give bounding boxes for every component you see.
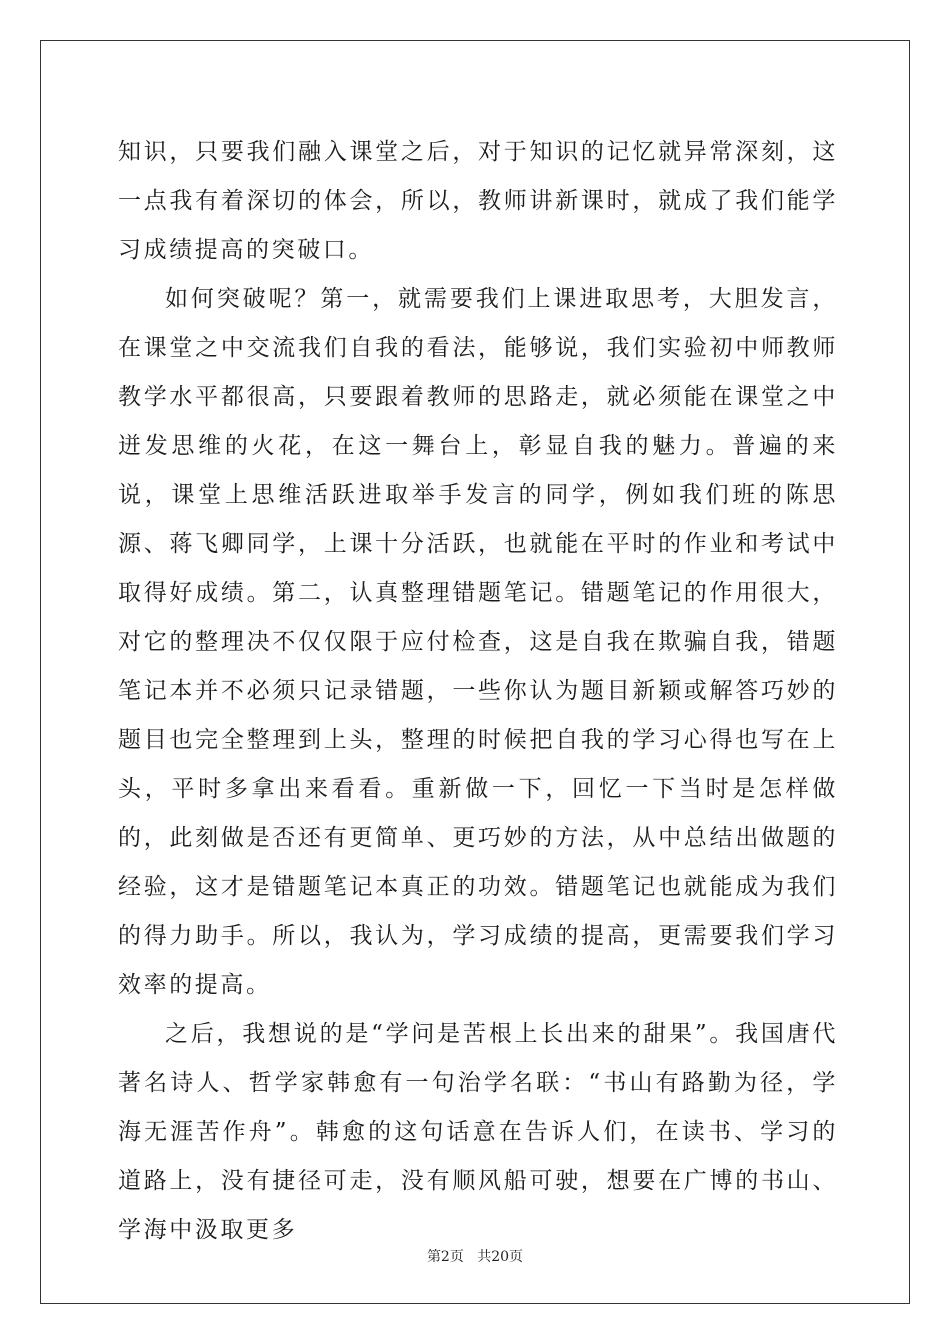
document-body xyxy=(118,128,838,1255)
page-total: 共20页 xyxy=(477,1249,524,1265)
paragraph-1: 知识，只要我们融入课堂之后，对于知识的记忆就异常深刻，这一点我有着深切的体会，所以，教师讲新课时，就成了我们能学习成绩提高的突破口。 xyxy=(118,139,838,263)
page-number: 第2页 xyxy=(426,1249,464,1265)
paragraph-2: 如何突破呢？第一，就需要我们上课进取思考，大胆发言，在课堂之中交流我们自我的看法，能够说，我们实验初中师教师教学水平都很高，只要跟着教师的思路走，就必须能在课堂之中迸发思维的火花，在这一舞台上，彰显自我的魅力。普遍的来说，课堂上思维活跃进取举手发言的同学，例如我们班的陈思源、蒋飞卿同学，上课十分活跃，也就能在平时的作业和考试中取得好成绩。第二，认真整理错题笔记。错题笔记的作用很大，对它的整理决不仅仅限于应付检查，这是自我在欺骗自我，错题笔记本并不必须只记录错题，一些你认为题目新颖或解答巧妙的题目也完全整理到上头，整理的时候把自我的学习心得也写在上头，平时多拿出来看看。重新做一下，回忆一下当时是怎样做的，此刻做是否还有更简单、更巧妙的方法，从中总结出做题的经验，这才是错题笔记本真正的功效。错题笔记也就能成为我们的得力助手。所以，我认为，学习成绩的提高，更需要我们学习效率的提高。 xyxy=(118,286,838,998)
page-footer xyxy=(0,1246,950,1266)
paragraph-3: 之后，我想说的是“学问是苦根上长出来的甜果”。我国唐代著名诗人、哲学家韩愈有一句治学名联：“书山有路勤为径，学海无涯苦作舟”。韩愈的这句话意在告诉人们，在读书、学习的道路上，没有捷径可走，没有顺风船可驶，想要在广博的书山、学海中汲取更多 xyxy=(118,1021,838,1243)
